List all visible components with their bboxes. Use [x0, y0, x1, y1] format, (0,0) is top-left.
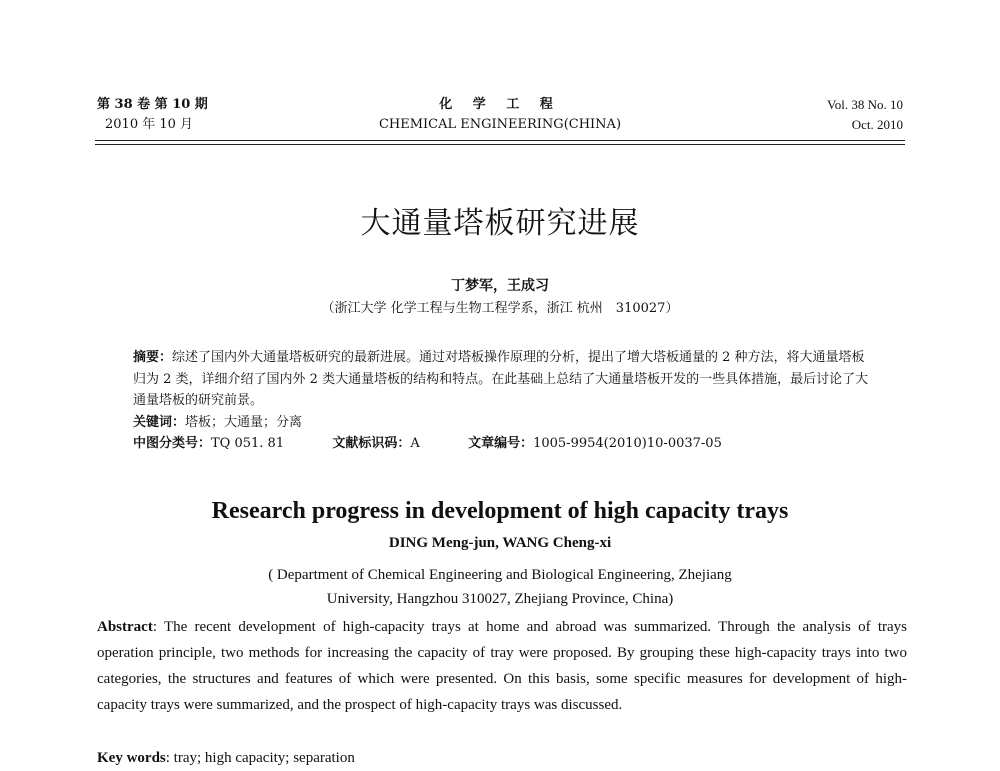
abstract-cn-block	[133, 347, 873, 455]
keywords-en-text: : tray; high capacity; separation	[165, 750, 355, 766]
keywords-en	[97, 745, 907, 771]
title-en: Research progress in development of high capacity trays	[211, 498, 789, 524]
volume-cn: 第 38 卷 第 10 期	[97, 97, 208, 112]
affiliation-en-line2: University, Hangzhou 310027, Zhejiang Province, China)	[326, 591, 674, 607]
abstract-en-label: Abstract	[97, 619, 153, 635]
clc-label: 中图分类号：	[133, 436, 212, 451]
volume-en: Vol. 38 No. 10	[827, 97, 903, 112]
article-no-value: 1005-9954(2010)10-0037-05	[533, 436, 722, 451]
journal-name-en: CHEMICAL ENGINEERING(CHINA)	[378, 117, 622, 132]
keywords-en-label: Key words	[97, 750, 166, 766]
date-en: Oct. 2010	[851, 117, 903, 132]
journal-name-cn: 化 学 工 程	[439, 97, 561, 112]
abstract-cn-label: 摘要：	[133, 350, 173, 365]
abstract-en	[97, 614, 907, 718]
affiliation-cn: （浙江大学 化学工程与生物工程学系，浙江 杭州 310027）	[321, 301, 679, 316]
date-cn: 2010 年 10 月	[105, 117, 194, 132]
abstract-cn	[133, 347, 873, 412]
header-rule-thick	[95, 140, 905, 141]
classification-line	[133, 433, 873, 455]
article-no-label: 文章编号：	[468, 436, 534, 451]
doc-code-value: A	[410, 436, 420, 451]
affiliation-en	[200, 563, 800, 611]
clc-value: TQ 051. 81	[211, 436, 285, 451]
authors-en: DING Meng-jun, WANG Cheng-xi	[388, 535, 612, 551]
header-center	[300, 95, 700, 135]
abstract-en-text: : The recent development of high-capacity trays at home and abroad was summarized. Through the analysis of trays operation principle, two methods for increasing the capacity of tray were proposed. By grouping these high-capacity trays into two categories, the structures and features of which were presented. On this basis, some specific measures for development of high-capacity trays were summarized, and the prospect of high-capacity trays was discussed.	[97, 619, 907, 713]
affiliation-en-line1: ( Department of Chemical Engineering and Biological Engineering, Zhejiang	[268, 567, 732, 583]
header-left	[97, 95, 208, 135]
keywords-cn	[133, 412, 873, 434]
authors-cn: 丁梦军，王成习	[451, 278, 549, 294]
title-cn: 大通量塔板研究进展	[360, 206, 640, 241]
keywords-cn-label: 关键词：	[133, 414, 186, 430]
header-rule-thin	[95, 144, 905, 145]
abstract-cn-text: 综述了国内外大通量塔板研究的最新进展。通过对塔板操作原理的分析，提出了增大塔板通量的 2 种方法，将大通量塔板归为 2 类，详细介绍了国内外 2 类大通量塔板的结构和特点。在此基础上总结了大通量塔板开发的一些具体措施，最后讨论了大通量塔板的研究前景。	[133, 350, 869, 408]
header-right	[827, 95, 903, 135]
keywords-cn-text: 塔板；大通量；分离	[185, 414, 303, 430]
doc-code-label: 文献标识码：	[332, 436, 411, 451]
